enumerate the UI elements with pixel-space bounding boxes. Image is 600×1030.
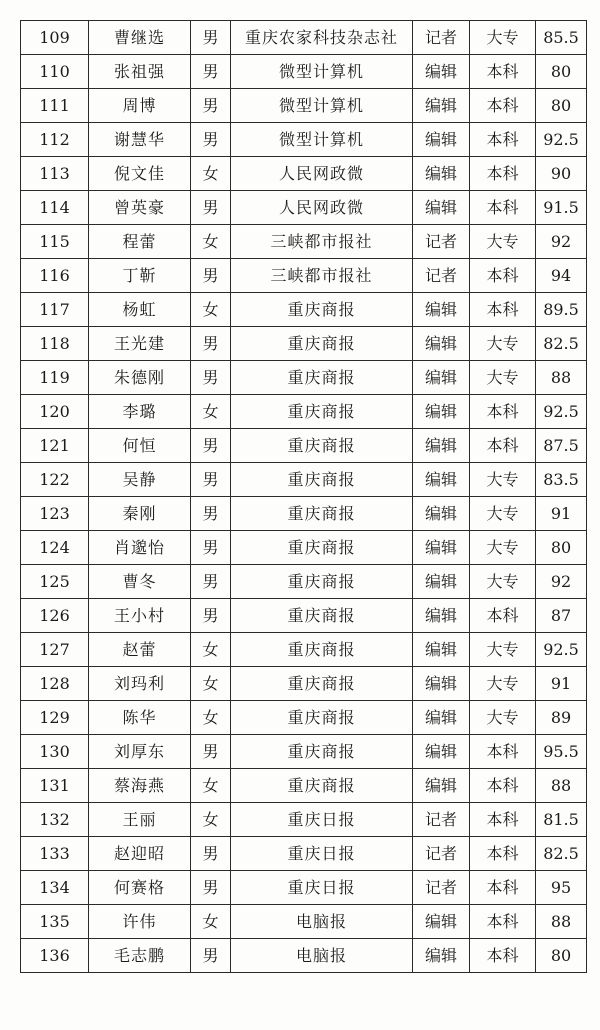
cell-organization: 电脑报 xyxy=(231,905,413,939)
cell-score: 95.5 xyxy=(536,735,587,769)
cell-position: 编辑 xyxy=(413,89,470,123)
cell-name: 秦刚 xyxy=(89,497,191,531)
cell-name: 何赛格 xyxy=(89,871,191,905)
cell-number: 120 xyxy=(21,395,89,429)
cell-gender: 男 xyxy=(191,55,231,89)
cell-position: 记者 xyxy=(413,837,470,871)
cell-position: 编辑 xyxy=(413,701,470,735)
cell-organization: 微型计算机 xyxy=(231,123,413,157)
cell-score: 80 xyxy=(536,89,587,123)
cell-position: 编辑 xyxy=(413,361,470,395)
cell-number: 109 xyxy=(21,21,89,55)
table-row xyxy=(21,633,587,667)
cell-organization: 电脑报 xyxy=(231,939,413,973)
cell-education: 本科 xyxy=(470,735,536,769)
cell-education: 本科 xyxy=(470,89,536,123)
cell-number: 131 xyxy=(21,769,89,803)
table-row xyxy=(21,701,587,735)
cell-number: 110 xyxy=(21,55,89,89)
cell-number: 124 xyxy=(21,531,89,565)
cell-organization: 重庆商报 xyxy=(231,633,413,667)
cell-score: 89 xyxy=(536,701,587,735)
table-row xyxy=(21,905,587,939)
cell-number: 129 xyxy=(21,701,89,735)
cell-score: 92.5 xyxy=(536,123,587,157)
cell-score: 81.5 xyxy=(536,803,587,837)
cell-gender: 男 xyxy=(191,123,231,157)
cell-score: 83.5 xyxy=(536,463,587,497)
cell-gender: 女 xyxy=(191,701,231,735)
cell-education: 大专 xyxy=(470,565,536,599)
cell-position: 编辑 xyxy=(413,123,470,157)
roster-table xyxy=(20,20,587,973)
cell-name: 刘厚东 xyxy=(89,735,191,769)
cell-name: 王丽 xyxy=(89,803,191,837)
cell-gender: 女 xyxy=(191,905,231,939)
cell-gender: 男 xyxy=(191,531,231,565)
cell-organization: 人民网政微 xyxy=(231,191,413,225)
cell-score: 87 xyxy=(536,599,587,633)
table-row xyxy=(21,361,587,395)
cell-name: 肖邈怡 xyxy=(89,531,191,565)
cell-name: 倪文佳 xyxy=(89,157,191,191)
table-row xyxy=(21,837,587,871)
cell-education: 本科 xyxy=(470,157,536,191)
cell-education: 大专 xyxy=(470,667,536,701)
cell-name: 张祖强 xyxy=(89,55,191,89)
cell-score: 95 xyxy=(536,871,587,905)
cell-gender: 女 xyxy=(191,157,231,191)
cell-organization: 重庆商报 xyxy=(231,293,413,327)
table-row xyxy=(21,327,587,361)
cell-name: 蔡海燕 xyxy=(89,769,191,803)
cell-gender: 女 xyxy=(191,293,231,327)
cell-gender: 男 xyxy=(191,429,231,463)
cell-education: 大专 xyxy=(470,21,536,55)
cell-position: 编辑 xyxy=(413,633,470,667)
cell-score: 80 xyxy=(536,531,587,565)
table-row xyxy=(21,531,587,565)
table-row xyxy=(21,55,587,89)
cell-number: 119 xyxy=(21,361,89,395)
cell-organization: 重庆商报 xyxy=(231,531,413,565)
table-row xyxy=(21,395,587,429)
cell-name: 赵蕾 xyxy=(89,633,191,667)
cell-gender: 男 xyxy=(191,463,231,497)
cell-position: 编辑 xyxy=(413,497,470,531)
cell-education: 本科 xyxy=(470,871,536,905)
cell-position: 编辑 xyxy=(413,531,470,565)
cell-gender: 男 xyxy=(191,361,231,395)
cell-position: 编辑 xyxy=(413,293,470,327)
cell-gender: 男 xyxy=(191,497,231,531)
cell-score: 91.5 xyxy=(536,191,587,225)
cell-gender: 男 xyxy=(191,21,231,55)
cell-name: 王小村 xyxy=(89,599,191,633)
cell-organization: 三峡都市报社 xyxy=(231,259,413,293)
cell-education: 本科 xyxy=(470,395,536,429)
cell-education: 本科 xyxy=(470,293,536,327)
cell-name: 周博 xyxy=(89,89,191,123)
cell-organization: 重庆农家科技杂志社 xyxy=(231,21,413,55)
cell-number: 117 xyxy=(21,293,89,327)
cell-name: 丁靳 xyxy=(89,259,191,293)
cell-name: 谢慧华 xyxy=(89,123,191,157)
cell-number: 111 xyxy=(21,89,89,123)
cell-name: 许伟 xyxy=(89,905,191,939)
cell-name: 曹继选 xyxy=(89,21,191,55)
cell-number: 135 xyxy=(21,905,89,939)
cell-name: 朱德刚 xyxy=(89,361,191,395)
cell-organization: 重庆商报 xyxy=(231,735,413,769)
cell-name: 程蕾 xyxy=(89,225,191,259)
cell-number: 114 xyxy=(21,191,89,225)
cell-organization: 重庆商报 xyxy=(231,769,413,803)
table-row xyxy=(21,497,587,531)
cell-number: 125 xyxy=(21,565,89,599)
cell-score: 87.5 xyxy=(536,429,587,463)
cell-education: 本科 xyxy=(470,769,536,803)
cell-gender: 男 xyxy=(191,327,231,361)
cell-position: 编辑 xyxy=(413,429,470,463)
table-row xyxy=(21,463,587,497)
cell-score: 92 xyxy=(536,225,587,259)
table-row xyxy=(21,667,587,701)
cell-score: 82.5 xyxy=(536,837,587,871)
cell-organization: 重庆日报 xyxy=(231,837,413,871)
cell-number: 113 xyxy=(21,157,89,191)
cell-number: 136 xyxy=(21,939,89,973)
table-row xyxy=(21,89,587,123)
cell-number: 126 xyxy=(21,599,89,633)
cell-education: 大专 xyxy=(470,225,536,259)
cell-gender: 男 xyxy=(191,837,231,871)
cell-gender: 男 xyxy=(191,939,231,973)
cell-score: 80 xyxy=(536,939,587,973)
cell-position: 编辑 xyxy=(413,905,470,939)
cell-position: 编辑 xyxy=(413,327,470,361)
cell-position: 记者 xyxy=(413,871,470,905)
cell-gender: 女 xyxy=(191,225,231,259)
cell-gender: 女 xyxy=(191,803,231,837)
cell-organization: 三峡都市报社 xyxy=(231,225,413,259)
cell-score: 88 xyxy=(536,361,587,395)
cell-number: 123 xyxy=(21,497,89,531)
cell-organization: 重庆商报 xyxy=(231,361,413,395)
cell-organization: 重庆商报 xyxy=(231,701,413,735)
table-row xyxy=(21,565,587,599)
cell-name: 杨虹 xyxy=(89,293,191,327)
cell-education: 本科 xyxy=(470,803,536,837)
cell-score: 94 xyxy=(536,259,587,293)
cell-organization: 重庆商报 xyxy=(231,429,413,463)
cell-name: 何恒 xyxy=(89,429,191,463)
cell-gender: 男 xyxy=(191,599,231,633)
cell-number: 112 xyxy=(21,123,89,157)
cell-organization: 重庆商报 xyxy=(231,327,413,361)
cell-score: 82.5 xyxy=(536,327,587,361)
cell-position: 编辑 xyxy=(413,939,470,973)
cell-name: 曹冬 xyxy=(89,565,191,599)
cell-position: 编辑 xyxy=(413,565,470,599)
table-row xyxy=(21,803,587,837)
cell-gender: 男 xyxy=(191,871,231,905)
cell-position: 编辑 xyxy=(413,735,470,769)
cell-score: 80 xyxy=(536,55,587,89)
cell-score: 89.5 xyxy=(536,293,587,327)
cell-education: 本科 xyxy=(470,905,536,939)
table-row xyxy=(21,735,587,769)
cell-position: 记者 xyxy=(413,21,470,55)
cell-education: 大专 xyxy=(470,531,536,565)
cell-education: 本科 xyxy=(470,837,536,871)
cell-organization: 重庆商报 xyxy=(231,395,413,429)
table-row xyxy=(21,259,587,293)
cell-position: 记者 xyxy=(413,225,470,259)
cell-position: 编辑 xyxy=(413,55,470,89)
cell-name: 吴静 xyxy=(89,463,191,497)
cell-name: 刘玛利 xyxy=(89,667,191,701)
roster-table-body xyxy=(21,21,587,973)
cell-gender: 男 xyxy=(191,735,231,769)
cell-education: 本科 xyxy=(470,429,536,463)
cell-education: 本科 xyxy=(470,599,536,633)
cell-gender: 女 xyxy=(191,395,231,429)
cell-name: 李璐 xyxy=(89,395,191,429)
cell-position: 编辑 xyxy=(413,157,470,191)
table-row xyxy=(21,769,587,803)
cell-position: 记者 xyxy=(413,803,470,837)
cell-position: 编辑 xyxy=(413,463,470,497)
cell-education: 本科 xyxy=(470,55,536,89)
cell-score: 88 xyxy=(536,769,587,803)
cell-number: 133 xyxy=(21,837,89,871)
cell-name: 王光建 xyxy=(89,327,191,361)
cell-education: 本科 xyxy=(470,939,536,973)
cell-position: 记者 xyxy=(413,259,470,293)
cell-number: 115 xyxy=(21,225,89,259)
cell-position: 编辑 xyxy=(413,667,470,701)
cell-organization: 重庆商报 xyxy=(231,497,413,531)
cell-position: 编辑 xyxy=(413,395,470,429)
cell-position: 编辑 xyxy=(413,769,470,803)
cell-score: 90 xyxy=(536,157,587,191)
cell-organization: 重庆商报 xyxy=(231,667,413,701)
cell-score: 92 xyxy=(536,565,587,599)
cell-education: 大专 xyxy=(470,497,536,531)
table-row xyxy=(21,599,587,633)
cell-education: 本科 xyxy=(470,259,536,293)
table-row xyxy=(21,225,587,259)
cell-number: 116 xyxy=(21,259,89,293)
cell-number: 118 xyxy=(21,327,89,361)
cell-name: 毛志鹏 xyxy=(89,939,191,973)
table-row xyxy=(21,191,587,225)
cell-gender: 男 xyxy=(191,89,231,123)
cell-gender: 女 xyxy=(191,633,231,667)
cell-name: 曾英豪 xyxy=(89,191,191,225)
cell-gender: 男 xyxy=(191,565,231,599)
cell-gender: 女 xyxy=(191,769,231,803)
cell-education: 本科 xyxy=(470,123,536,157)
cell-score: 91 xyxy=(536,497,587,531)
cell-number: 132 xyxy=(21,803,89,837)
table-row xyxy=(21,157,587,191)
cell-number: 121 xyxy=(21,429,89,463)
cell-organization: 重庆商报 xyxy=(231,599,413,633)
cell-number: 122 xyxy=(21,463,89,497)
cell-organization: 微型计算机 xyxy=(231,55,413,89)
cell-gender: 男 xyxy=(191,191,231,225)
cell-name: 赵迎昭 xyxy=(89,837,191,871)
table-row xyxy=(21,871,587,905)
cell-name: 陈华 xyxy=(89,701,191,735)
table-row xyxy=(21,21,587,55)
cell-number: 130 xyxy=(21,735,89,769)
cell-position: 编辑 xyxy=(413,191,470,225)
table-row xyxy=(21,429,587,463)
cell-gender: 女 xyxy=(191,667,231,701)
cell-education: 大专 xyxy=(470,463,536,497)
table-row xyxy=(21,939,587,973)
cell-education: 大专 xyxy=(470,701,536,735)
cell-organization: 重庆日报 xyxy=(231,803,413,837)
cell-organization: 人民网政微 xyxy=(231,157,413,191)
cell-gender: 男 xyxy=(191,259,231,293)
cell-number: 127 xyxy=(21,633,89,667)
cell-position: 编辑 xyxy=(413,599,470,633)
cell-number: 128 xyxy=(21,667,89,701)
cell-score: 92.5 xyxy=(536,633,587,667)
cell-score: 85.5 xyxy=(536,21,587,55)
cell-education: 大专 xyxy=(470,361,536,395)
cell-organization: 微型计算机 xyxy=(231,89,413,123)
cell-organization: 重庆日报 xyxy=(231,871,413,905)
cell-education: 大专 xyxy=(470,633,536,667)
cell-education: 本科 xyxy=(470,191,536,225)
cell-score: 92.5 xyxy=(536,395,587,429)
cell-education: 大专 xyxy=(470,327,536,361)
table-row xyxy=(21,293,587,327)
table-row xyxy=(21,123,587,157)
cell-organization: 重庆商报 xyxy=(231,463,413,497)
cell-number: 134 xyxy=(21,871,89,905)
cell-score: 88 xyxy=(536,905,587,939)
cell-score: 91 xyxy=(536,667,587,701)
cell-organization: 重庆商报 xyxy=(231,565,413,599)
